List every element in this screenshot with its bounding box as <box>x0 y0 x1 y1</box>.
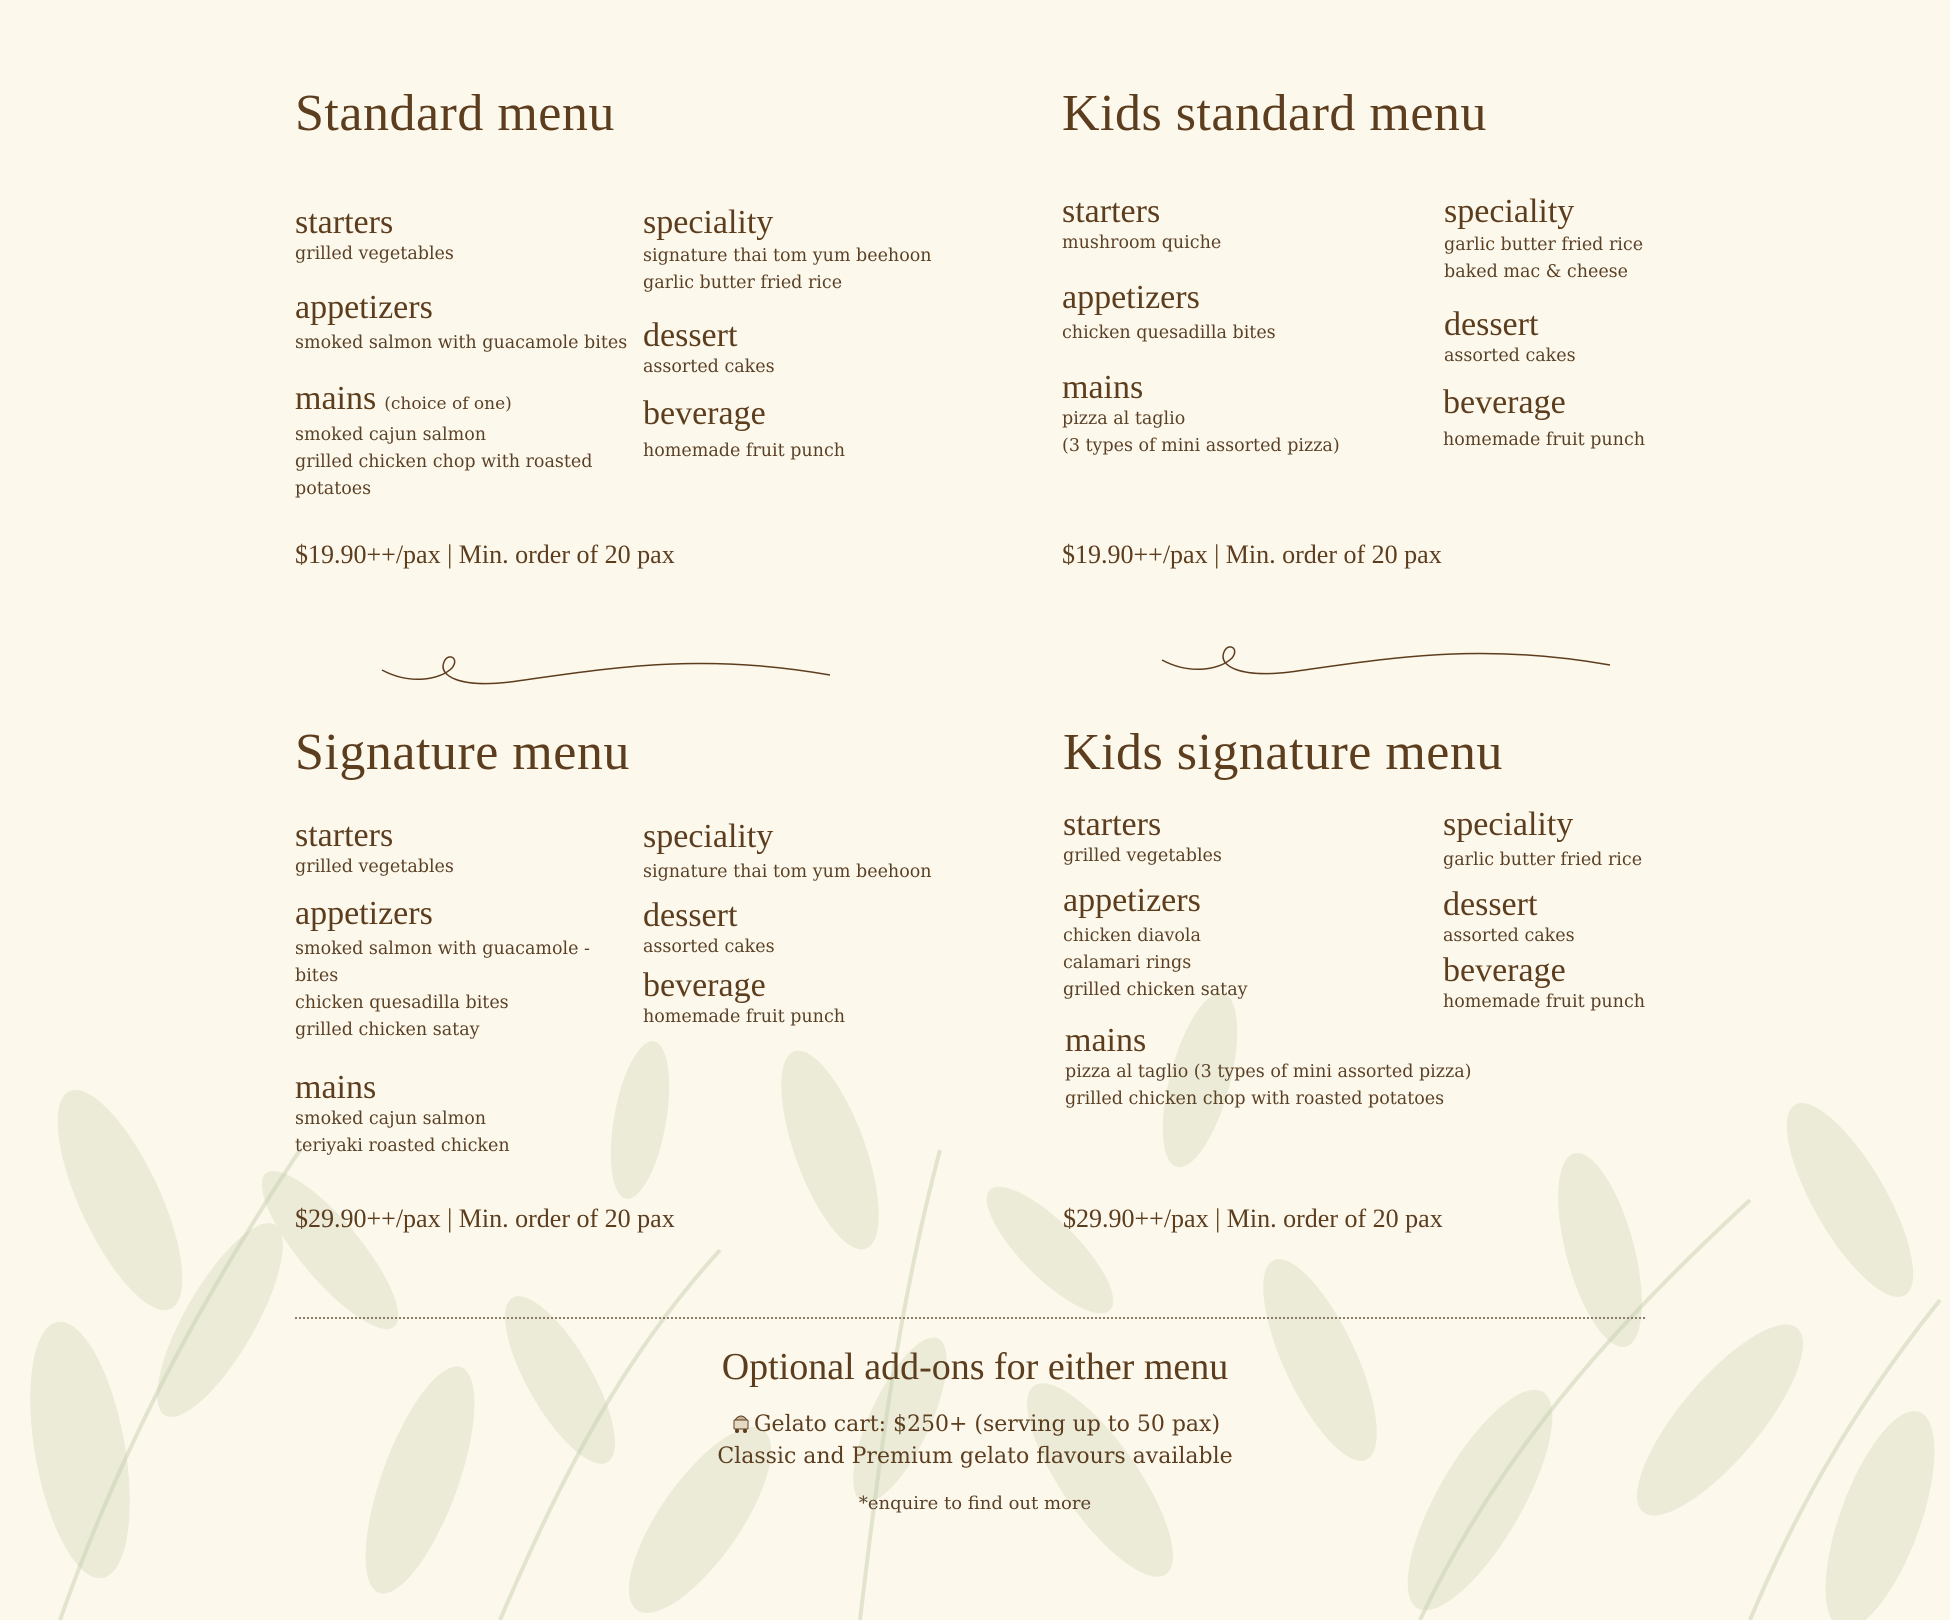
list-item: homemade fruit punch <box>643 441 846 461</box>
kids-standard-beverage <box>1443 385 1783 454</box>
gelato-flavours-line: Classic and Premium gelato flavours available <box>717 1444 1233 1469</box>
signature-price: $29.90++/pax | Min. order of 20 pax <box>295 1204 675 1233</box>
kids-standard-dessert <box>1444 307 1784 370</box>
list-item: homemade fruit punch <box>1443 992 1646 1012</box>
signature-beverage <box>643 968 983 1031</box>
list-item: assorted cakes <box>643 937 775 957</box>
section-title: speciality <box>1444 193 1575 230</box>
signature-starters <box>295 818 635 881</box>
section-title: speciality <box>643 204 774 241</box>
gelato-cart-text: Gelato cart: $250+ (serving up to 50 pax) <box>753 1412 1221 1437</box>
list-item: chicken diavola <box>1063 926 1201 946</box>
gelato-cart-line <box>0 1410 1950 1437</box>
mains-choice-note: (choice of one) <box>384 394 512 414</box>
list-item: assorted cakes <box>1444 346 1576 366</box>
standard-beverage <box>643 396 983 465</box>
section-title: starters <box>1062 193 1161 230</box>
section-title: speciality <box>1443 806 1574 843</box>
list-item: pizza al taglio <box>1062 409 1186 429</box>
kids-standard-mains <box>1062 370 1402 460</box>
list-item: pizza al taglio (3 types of mini assorted pizza) <box>1065 1062 1472 1082</box>
addons-title: Optional add-ons for either menu <box>721 1346 1229 1388</box>
kids-signature-dessert <box>1443 887 1783 950</box>
section-title: beverage <box>643 967 766 1004</box>
standard-menu-title: Standard menu <box>295 85 615 142</box>
standard-speciality <box>643 205 1013 297</box>
standard-mains <box>295 381 655 503</box>
section-title: dessert <box>643 897 738 934</box>
list-item: grilled chicken satay <box>1063 980 1248 1000</box>
standard-starters <box>295 205 635 268</box>
section-title: appetizers <box>1062 279 1200 316</box>
list-item: chicken quesadilla bites <box>1062 323 1276 343</box>
section-title-row <box>295 381 655 422</box>
section-title: beverage <box>643 395 766 432</box>
section-title: mains <box>295 1069 377 1106</box>
section-title: appetizers <box>1063 882 1201 919</box>
list-item: garlic butter fried rice <box>1443 850 1643 870</box>
list-item: grilled vegetables <box>295 857 454 877</box>
list-item: grilled chicken satay <box>295 1020 480 1040</box>
list-item: assorted cakes <box>643 357 775 377</box>
ice-cream-cart-icon <box>730 1410 752 1434</box>
enquire-note: *enquire to find out more <box>858 1493 1092 1514</box>
signature-menu-title: Signature menu <box>295 724 630 781</box>
list-item: garlic butter fried rice <box>1444 235 1644 255</box>
list-item: teriyaki roasted chicken <box>295 1136 510 1156</box>
section-title: mains <box>295 380 377 417</box>
section-title: mains <box>1065 1022 1147 1059</box>
list-item: (3 types of mini assorted pizza) <box>1062 436 1340 456</box>
section-title: beverage <box>1443 384 1566 421</box>
kids-signature-speciality <box>1443 807 1783 874</box>
kids-standard-starters <box>1062 194 1402 257</box>
kids-signature-appetizers <box>1063 883 1403 1004</box>
flourish-divider <box>1160 630 1620 680</box>
section-title: dessert <box>643 317 738 354</box>
list-item: smoked salmon with guacamole bites <box>295 333 628 353</box>
section-title: beverage <box>1443 952 1566 989</box>
list-item: smoked salmon with guacamole - <box>295 939 590 959</box>
list-item: calamari rings <box>1063 953 1192 973</box>
standard-appetizers <box>295 290 635 357</box>
list-item: assorted cakes <box>1443 926 1575 946</box>
kids-signature-starters <box>1063 807 1403 870</box>
list-item: homemade fruit punch <box>643 1007 846 1027</box>
list-item: bites <box>295 966 339 986</box>
kids-standard-appetizers <box>1062 280 1402 347</box>
list-item: grilled chicken chop with roasted <box>295 452 593 472</box>
section-title: mains <box>1062 369 1144 406</box>
signature-speciality <box>643 819 1013 886</box>
list-item: baked mac & cheese <box>1444 262 1629 282</box>
list-item: grilled chicken chop with roasted potatoes <box>1065 1089 1445 1109</box>
list-item: smoked cajun salmon <box>295 1109 487 1129</box>
signature-appetizers <box>295 896 635 1044</box>
list-item: grilled vegetables <box>1063 846 1222 866</box>
standard-dessert <box>643 318 983 381</box>
section-title: speciality <box>643 818 774 855</box>
section-title: dessert <box>1444 306 1539 343</box>
kids-standard-speciality <box>1444 194 1784 286</box>
kids-signature-beverage <box>1443 953 1783 1016</box>
dotted-divider <box>295 1317 1645 1319</box>
kids-signature-mains <box>1065 1023 1545 1113</box>
section-title: dessert <box>1443 886 1538 923</box>
section-title: starters <box>1063 806 1162 843</box>
section-title: starters <box>295 817 394 854</box>
flourish-divider <box>380 640 840 690</box>
standard-price: $19.90++/pax | Min. order of 20 pax <box>295 540 675 569</box>
list-item: grilled vegetables <box>295 244 454 264</box>
list-item: smoked cajun salmon <box>295 425 487 445</box>
list-item: homemade fruit punch <box>1443 430 1646 450</box>
section-title: starters <box>295 204 394 241</box>
list-item: potatoes <box>295 479 372 499</box>
kids-standard-menu-title: Kids standard menu <box>1062 85 1487 142</box>
list-item: garlic butter fried rice <box>643 273 843 293</box>
list-item: signature thai tom yum beehoon <box>643 862 932 882</box>
section-title: appetizers <box>295 289 433 326</box>
signature-mains <box>295 1070 635 1160</box>
section-title: appetizers <box>295 895 433 932</box>
kids-signature-menu-title: Kids signature menu <box>1063 724 1503 781</box>
list-item: chicken quesadilla bites <box>295 993 509 1013</box>
kids-signature-price: $29.90++/pax | Min. order of 20 pax <box>1063 1204 1443 1233</box>
list-item: mushroom quiche <box>1062 233 1222 253</box>
signature-dessert <box>643 898 983 961</box>
list-item: signature thai tom yum beehoon <box>643 246 932 266</box>
kids-standard-price: $19.90++/pax | Min. order of 20 pax <box>1062 540 1442 569</box>
